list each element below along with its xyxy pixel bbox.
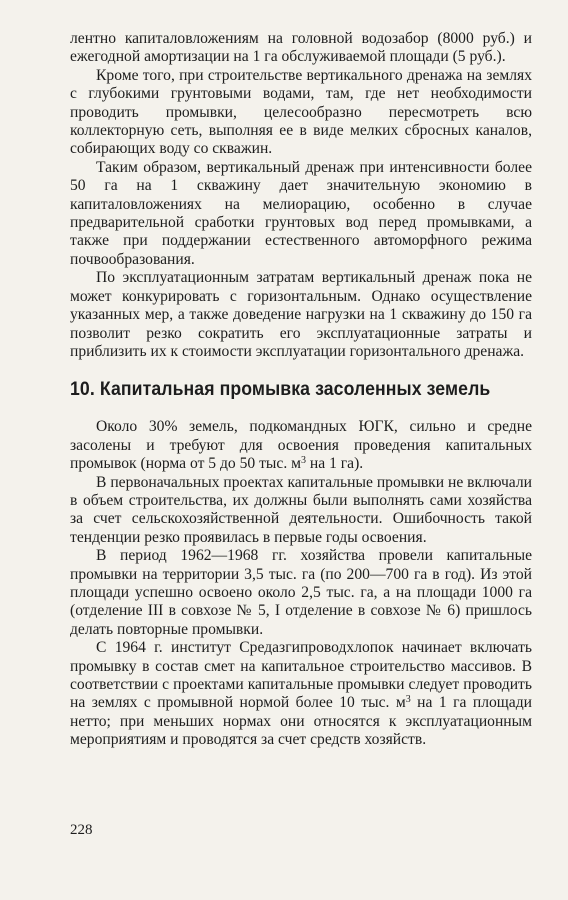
paragraph-4: По эксплуатационным затратам вертикальный дренаж пока не может конкурировать с горизонтальным. Однако осуществление указанных мер, а также доведение нагрузки на 1 скважину до 150 га позволит резко сократить его эксплуатационные затраты и приблизить их к стоимости эксплуатации горизонтального дренажа.	[70, 269, 532, 360]
p5-text-b: на 1 га).	[306, 455, 364, 473]
paragraph-6: В первоначальных проектах капитальные промывки не включали в объем строительства, их должны были выполнять сами хозяйства за счет сельскохозяйственной деятельности. Ошибочность такой тенденции резко проявилась в первые годы освоения.	[70, 473, 532, 546]
p5-text-a: Около 30% земель, подкомандных ЮГК, сильно и средне засолены и требуют для освоения проведения капитальных промывок (норма от 5 до 50 тыс. м	[70, 418, 532, 473]
paragraph-7: В период 1962—1968 гг. хозяйства провели капитальные промывки на территории 3,5 тыс. га (по 200—700 га в год). Из этой площади успешно освоено около 2,5 тыс. га, а на площади 1000 га (отделение III в совхозе № 5, I отделение в совхозе № 6) пришлось делать повторные промывки.	[70, 547, 532, 638]
p8-text-a: С 1964 г. институт Средазгипроводхлопок начинает включать промывку в состав смет на капитальное строительство массивов. В соответствии с проектами капитальные промывки следует проводить на землях с промывной нормой более 10 тыс. м	[70, 639, 532, 712]
paragraph-3: Таким образом, вертикальный дренаж при интенсивности более 50 га на 1 скважину дает значительную экономию в капиталовложениях на мелиорацию, особенно в случае предварительной сработки грунтовых вод перед промывками, а также при поддержании естественного автоморфного режима почвообразования.	[70, 158, 532, 268]
paragraph-5	[70, 418, 532, 473]
p8-superscript: 3	[405, 694, 411, 706]
paragraph-2: Кроме того, при строительстве вертикального дренажа на землях с глубокими грунтовыми водами, там, где нет необходимости проводить промывки, целесообразно пересмотреть всю коллекторную сеть, выполняя ее в виде мелких сбросных каналов, собирающих воду со скважин.	[70, 66, 532, 158]
p5-superscript: 3	[301, 455, 306, 467]
paragraph-8	[70, 639, 532, 749]
paragraph-1: лентно капиталовложениям на головной водозабор (8000 руб.) и ежегодной амортизации на 1 га обслуживаемой площади (5 руб.).	[70, 30, 532, 66]
text-column	[70, 30, 532, 750]
page-number: 228	[70, 822, 93, 838]
p8-text-b: на 1 га площади нетто; при меньших нормах они относятся к эксплуатационным мероприятиям и проводятся за счет средств хозяйств.	[70, 694, 532, 749]
section-heading: 10. Капитальная промывка засоленных земель	[70, 379, 491, 401]
